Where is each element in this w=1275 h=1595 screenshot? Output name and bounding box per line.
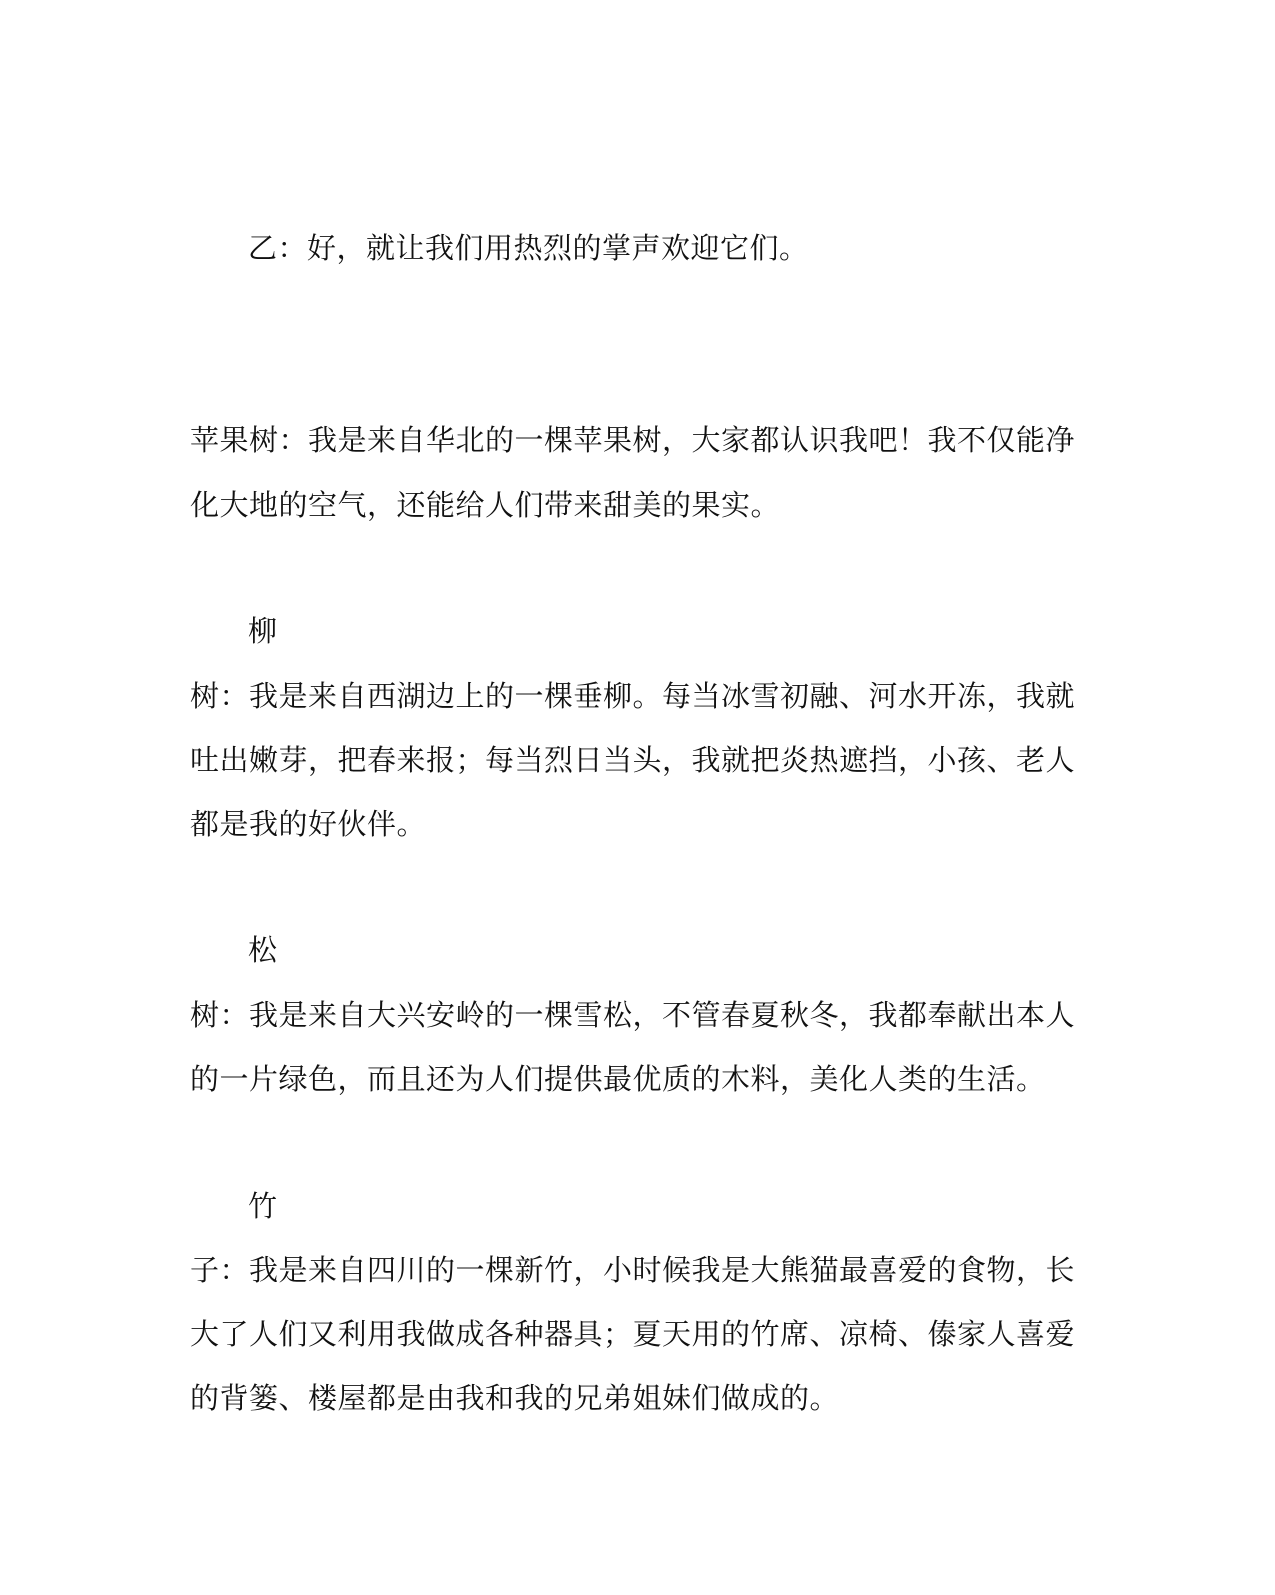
speaker-label-willow: 柳 — [248, 614, 278, 648]
dialogue-line-pine-2: 的一片绿色，而且还为人们提供最优质的木料，美化人类的生活。 — [190, 1062, 1046, 1096]
speaker-label-pine: 松 — [248, 933, 278, 967]
dialogue-line-apple-tree-1: 苹果树：我是来自华北的一棵苹果树，大家都认识我吧！我不仅能净 — [190, 423, 1076, 457]
dialogue-line-bamboo-1: 子：我是来自四川的一棵新竹，小时候我是大熊猫最喜爱的食物，长 — [190, 1253, 1076, 1287]
dialogue-line-bamboo-2: 大了人们又利用我做成各种器具；夏天用的竹席、凉椅、傣家人喜爱 — [190, 1317, 1076, 1351]
dialogue-line-apple-tree-2: 化大地的空气，还能给人们带来甜美的果实。 — [190, 488, 781, 522]
dialogue-line-willow-3: 都是我的好伙伴。 — [190, 807, 427, 841]
dialogue-line-bamboo-3: 的背篓、楼屋都是由我和我的兄弟姐妹们做成的。 — [190, 1381, 840, 1415]
dialogue-line-yi: 乙：好，就让我们用热烈的掌声欢迎它们。 — [248, 231, 809, 265]
dialogue-line-pine-1: 树：我是来自大兴安岭的一棵雪松，不管春夏秋冬，我都奉献出本人 — [190, 998, 1076, 1032]
dialogue-line-willow-2: 吐出嫩芽，把春来报；每当烈日当头，我就把炎热遮挡，小孩、老人 — [190, 743, 1076, 777]
speaker-label-bamboo: 竹 — [248, 1189, 278, 1223]
dialogue-line-willow-1: 树：我是来自西湖边上的一棵垂柳。每当冰雪初融、河水开冻，我就 — [190, 679, 1076, 713]
